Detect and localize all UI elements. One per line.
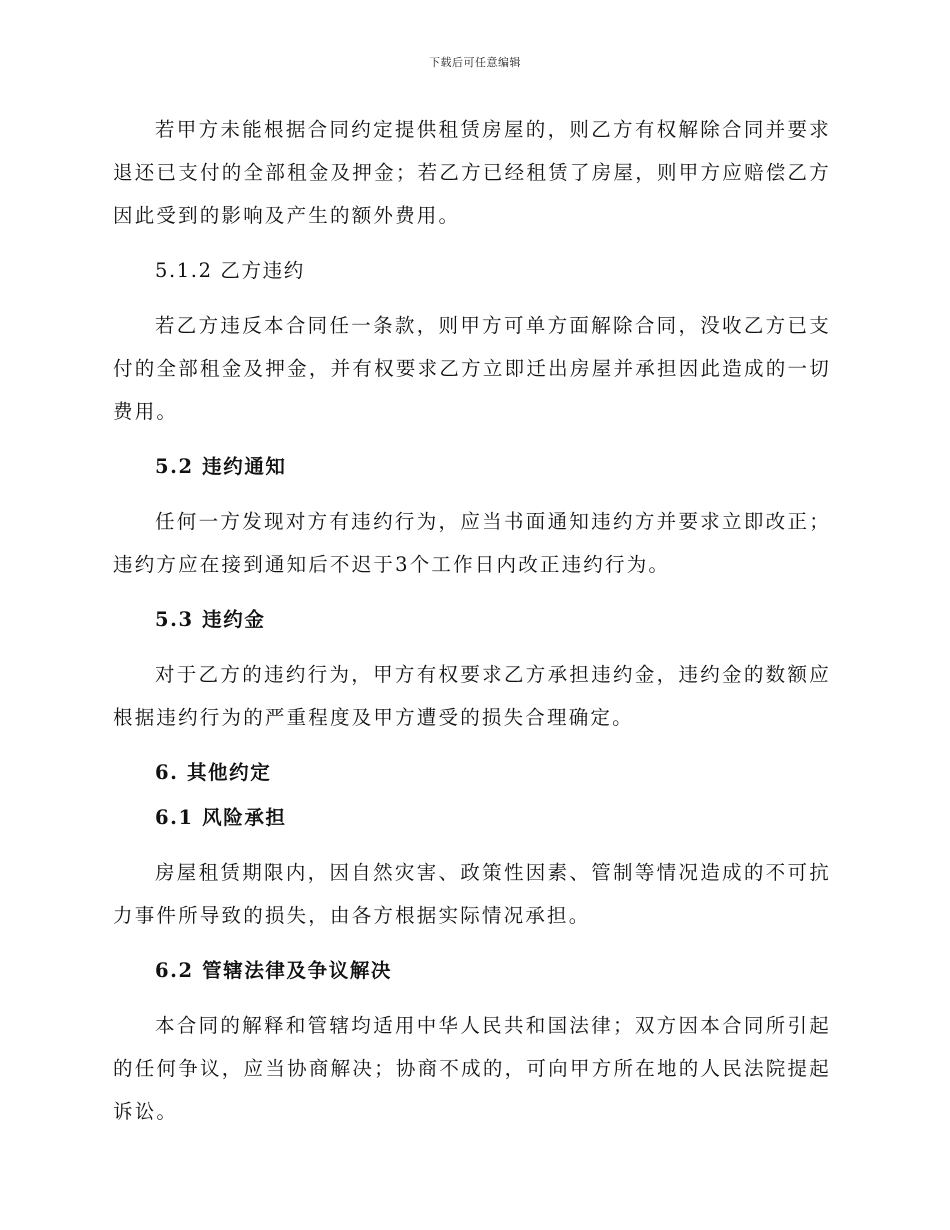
heading-6-1: 6.1 风险承担: [155, 806, 287, 829]
heading-6: 6. 其他约定: [155, 761, 272, 784]
heading-5-3: 5.3 违约金: [155, 608, 266, 631]
heading-5-2: 5.2 违约通知: [155, 455, 287, 478]
paragraph-dispute: 本合同的解释和管辖均适用中华人民共和国法律；双方因本合同所引起的任何争议，应当协商解决；协商不成的，可向甲方所在地的人民法院提起诉讼。: [113, 1014, 831, 1123]
paragraph-penalty: 对于乙方的违约行为，甲方有权要求乙方承担违约金，违约金的数额应根据违约行为的严重程度及甲方遭受的损失合理确定。: [113, 663, 831, 729]
heading-6-2: 6.2 管辖法律及争议解决: [155, 959, 393, 982]
page-header: 下载后可任意编辑: [429, 56, 521, 69]
heading-5-1-2: 5.1.2 乙方违约: [155, 259, 305, 282]
paragraph-breach-notice: 任何一方发现对方有违约行为，应当书面通知违约方并要求立即改正；违约方应在接到通知后不迟于3个工作日内改正违约行为。: [113, 510, 831, 576]
paragraph-risk: 房屋租赁期限内，因自然灾害、政策性因素、管制等情况造成的不可抗力事件所导致的损失，由各方根据实际情况承担。: [113, 861, 831, 927]
document-body: [113, 108, 831, 1133]
paragraph-tenant-breach: 若乙方违反本合同任一条款，则甲方可单方面解除合同，没收乙方已支付的全部租金及押金，并有权要求乙方立即迁出房屋并承担因此造成的一切费用。: [113, 314, 831, 423]
paragraph-landlord-breach: 若甲方未能根据合同约定提供租赁房屋的，则乙方有权解除合同并要求退还已支付的全部租金及押金；若乙方已经租赁了房屋，则甲方应赔偿乙方因此受到的影响及产生的额外费用。: [113, 118, 831, 227]
